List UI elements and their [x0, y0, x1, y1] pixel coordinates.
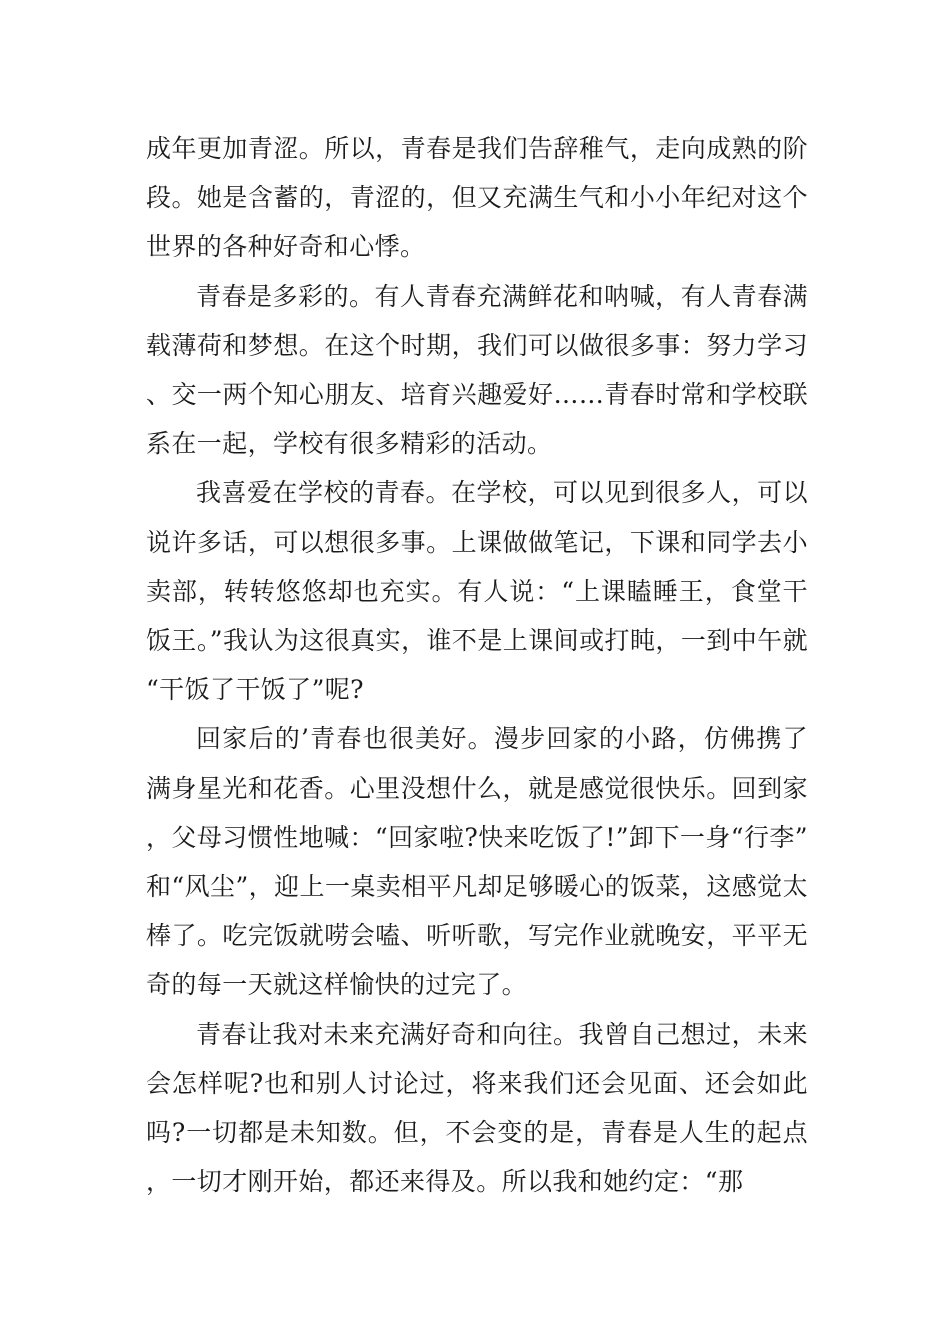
paragraph-5: 青春让我对未来充满好奇和向往。我曾自己想过，未来会怎样呢?也和别人讨论过，将来我们还会见面、还会如此吗?一切都是未知数。但，不会变的是，青春是人生的起点，一切才刚开始，都还来得及。所以我和她约定：“那 — [146, 1019, 808, 1197]
paragraph-2: 青春是多彩的。有人青春充满鲜花和呐喊，有人青春满载薄荷和梦想。在这个时期，我们可以做很多事：努力学习、交一两个知心朋友、培育兴趣爱好……青春时常和学校联系在一起，学校有很多精彩的活动。 — [146, 281, 808, 459]
document-page — [146, 124, 808, 1206]
paragraph-1: 成年更加青涩。所以，青春是我们告辞稚气，走向成熟的阶段。她是含蓄的，青涩的，但又充满生气和小小年纪对这个世界的各种好奇和心悸。 — [146, 134, 808, 262]
paragraph-4: 回家后的’青春也很美好。漫步回家的小路，仿佛携了满身星光和花香。心里没想什么，就是感觉很快乐。回到家，父母习惯性地喊：“回家啦?快来吃饭了!”卸下一身“行李”和“风尘”，迎上一桌卖相平凡却足够暖心的饭菜，这感觉太棒了。吃完饭就唠会嗑、听听歌，写完作业就晚安，平平无奇的每一天就这样愉快的过完了。 — [146, 724, 808, 1000]
paragraph-3: 我喜爱在学校的青春。在学校，可以见到很多人，可以说许多话，可以想很多事。上课做做笔记，下课和同学去小卖部，转转悠悠却也充实。有人说：“上课瞌睡王，食堂干饭王。”我认为这很真实，谁不是上课间或打盹，一到中午就“干饭了干饭了”呢? — [146, 478, 808, 705]
